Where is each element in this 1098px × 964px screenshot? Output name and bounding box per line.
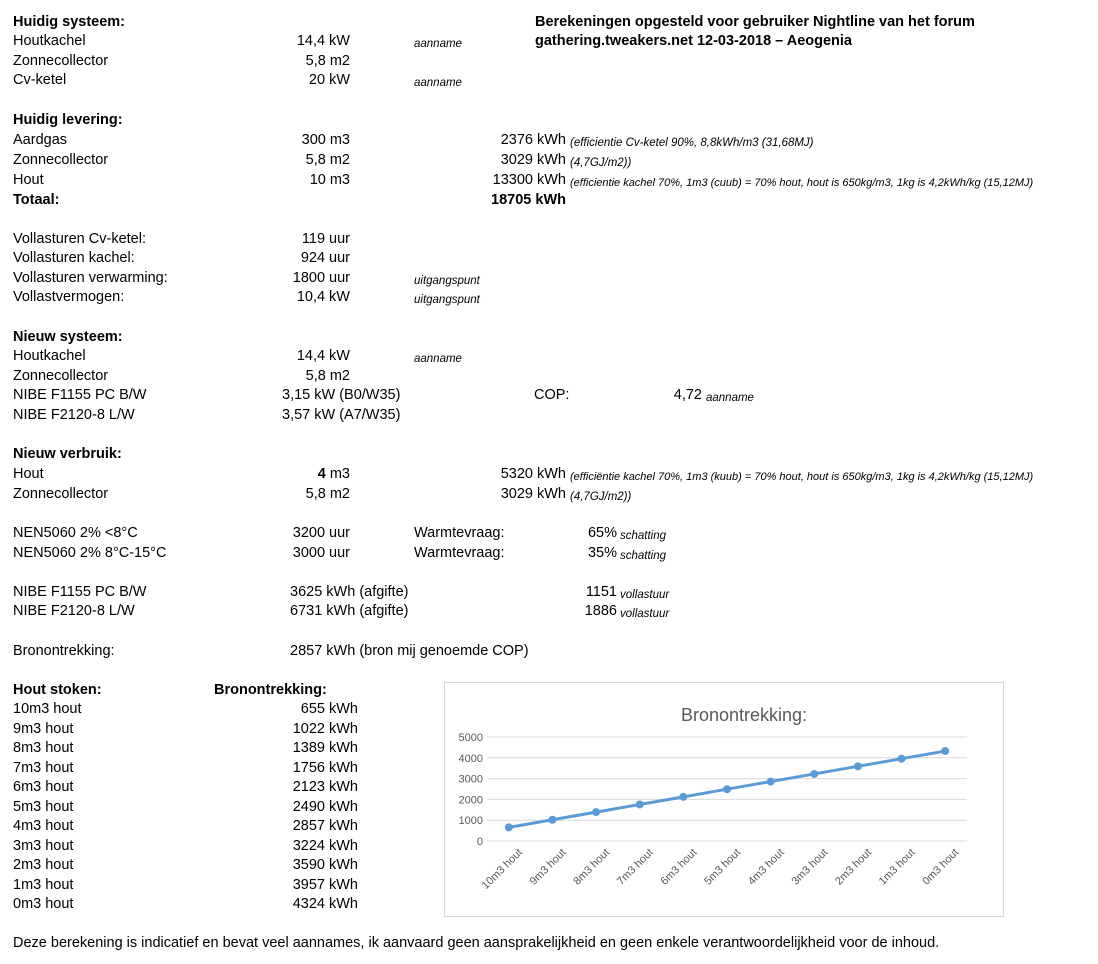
data-point	[592, 808, 600, 816]
header-line-2: gathering.tweakers.net 12-03-2018 – Aeogenia	[535, 33, 852, 49]
hout-row-value: 4324 kWh	[292, 896, 358, 912]
row-label: Zonnecollector	[13, 152, 109, 168]
cop-label: COP:	[534, 387, 570, 403]
data-point	[505, 823, 513, 831]
row-vraag: Warmtevraag:	[414, 525, 505, 541]
row-note: aanname	[414, 38, 462, 50]
row-note: (4,7GJ/m2))	[570, 157, 632, 169]
row-note: vollastuur	[620, 608, 670, 620]
y-tick-label: 1000	[458, 815, 483, 828]
hout-row-label: 10m3 hout	[13, 701, 82, 717]
row-label: Vollasturen verwarming:	[13, 270, 168, 286]
header-line-1: Berekeningen opgesteld voor gebruiker Nightline van het forum	[535, 14, 975, 30]
row-label: Aardgas	[13, 132, 68, 148]
row-label: Vollasturen kachel:	[13, 250, 135, 266]
hout-row-value: 1022 kWh	[292, 720, 358, 737]
row-kwh: 3029 kWh	[500, 486, 566, 502]
y-tick-label: 0	[476, 836, 483, 848]
row-label: Houtkachel	[13, 348, 86, 364]
data-point	[548, 816, 556, 824]
row-value: 14,4 kW	[296, 348, 350, 364]
data-point	[854, 762, 862, 770]
data-point	[636, 800, 644, 808]
disclaimer: Deze berekening is indicatief en bevat veel aannames, ik aanvaard geen aansprakelijkheid en geen enkele verantwoordelijkheid voor de inhoud.	[13, 935, 940, 951]
row-uren: 1151	[585, 584, 617, 600]
total-label: Totaal:	[13, 192, 60, 208]
row-value: 20 kW	[308, 72, 350, 88]
x-tick-label: 5m3 hout	[702, 846, 744, 888]
hout-row-label: 5m3 hout	[13, 798, 74, 815]
row-note: (efficientie Cv-ketel 90%, 8,8kWh/m3 (31,68MJ)	[570, 137, 814, 149]
section-title-nieuw-verbruik: Nieuw verbruik:	[13, 446, 122, 462]
row-value: 5,8 m2	[305, 53, 350, 69]
x-tick-label: 4m3 hout	[745, 846, 787, 888]
row-value: 10,4 kW	[296, 289, 350, 305]
row-value: 5,8 m2	[305, 368, 350, 384]
row-kwh: 5320 kWh	[500, 466, 566, 482]
data-point	[898, 755, 906, 763]
row-value: 3,57 kW (A7/W35)	[282, 407, 401, 423]
x-tick-label: 8m3 hout	[571, 846, 613, 888]
hout-value-bold: 4	[317, 466, 326, 482]
row-note: schatting	[620, 550, 667, 562]
row-value: 1800 uur	[292, 270, 350, 286]
row-value: 300 m3	[301, 132, 350, 148]
cop-note: aanname	[706, 392, 754, 404]
row-label: Cv-ketel	[13, 72, 67, 88]
row-kwh: 2376 kWh	[500, 132, 566, 148]
row-note: (efficientie kachel 70%, 1m3 (cuub) = 70% hout, hout is 650kg/m3, 1kg is 4,2kWh/kg (15,12MJ)	[570, 177, 1034, 189]
hout-row-label: 2m3 hout	[13, 857, 74, 873]
hout-row-label: 8m3 hout	[13, 740, 74, 756]
hout-table-col2-header: Bronontrekking:	[214, 682, 327, 698]
hout-row-value: 3224 kWh	[292, 837, 358, 854]
chart-bronontrekking	[444, 682, 1004, 917]
row-note: (4,7GJ/m2))	[570, 491, 632, 503]
hout-unit: m3	[329, 466, 350, 482]
hout-row-value: 1756 kWh	[292, 759, 358, 776]
row-label: Zonnecollector	[13, 53, 109, 69]
hout-row-value: 3957 kWh	[292, 876, 358, 893]
row-value: 10 m3	[309, 172, 350, 188]
bron-label: Bronontrekking:	[13, 643, 115, 659]
chart-svg	[445, 683, 1003, 916]
row-pct: 35%	[587, 545, 617, 561]
row-label: Vollastvermogen:	[13, 289, 125, 305]
row-label: NIBE F2120-8 L/W	[13, 407, 135, 423]
hout-row-label: 7m3 hout	[13, 759, 74, 776]
x-tick-label: 0m3 hout	[920, 846, 962, 888]
hout-row-value: 2490 kWh	[292, 798, 358, 815]
row-note: uitgangspunt	[414, 275, 480, 287]
x-tick-label: 3m3 hout	[789, 846, 831, 888]
row-label: NIBE F1155 PC B/W	[13, 584, 147, 600]
hout-row-label: 6m3 hout	[13, 779, 74, 795]
section-title-nieuw-systeem: Nieuw systeem:	[13, 329, 123, 345]
row-note: schatting	[620, 530, 667, 542]
row-value	[250, 466, 350, 483]
row-value: 119 uur	[301, 231, 350, 247]
hout-row-label: 3m3 hout	[13, 837, 74, 854]
row-label: NIBE F2120-8 L/W	[13, 603, 135, 619]
section-title-huidig-systeem: Huidig systeem:	[13, 14, 125, 30]
row-note: uitgangspunt	[414, 294, 480, 306]
row-note: (efficiëntie kachel 70%, 1m3 (kuub) = 70% hout, hout is 650kg/m3, 1kg is 4,2kWh/kg (15,12MJ)	[570, 471, 1034, 483]
row-value: 6731 kWh (afgifte)	[290, 603, 409, 619]
x-tick-label: 2m3 hout	[833, 846, 875, 888]
row-value: 5,8 m2	[305, 486, 350, 502]
x-tick-label: 1m3 hout	[876, 846, 918, 888]
hout-row-value: 2857 kWh	[292, 818, 358, 834]
data-point	[679, 793, 687, 801]
total-value: 18705 kWh	[491, 192, 566, 208]
row-label: Zonnecollector	[13, 368, 109, 384]
hout-row-value: 1389 kWh	[292, 740, 358, 756]
row-label: NEN5060 2% 8°C-15°C	[13, 545, 167, 561]
hout-row-label: 9m3 hout	[13, 720, 74, 737]
row-pct: 65%	[587, 525, 617, 541]
row-value: 924 uur	[300, 250, 350, 266]
y-tick-label: 3000	[458, 773, 483, 786]
x-tick-label: 9m3 hout	[527, 846, 569, 888]
row-label: Vollasturen Cv-ketel:	[13, 231, 146, 247]
hout-row-value: 2123 kWh	[292, 779, 358, 795]
row-value: 3200 uur	[292, 525, 350, 541]
row-uren: 1886	[584, 603, 617, 619]
row-label: Zonnecollector	[13, 486, 109, 502]
data-point	[767, 778, 775, 786]
row-value: 3625 kWh (afgifte)	[290, 584, 409, 600]
hout-row-value: 655 kWh	[300, 701, 358, 717]
data-point	[810, 770, 818, 778]
row-label: Hout	[13, 172, 44, 188]
hout-table-col1-header: Hout stoken:	[13, 682, 102, 698]
row-value: 5,8 m2	[305, 152, 350, 168]
x-tick-label: 7m3 hout	[614, 846, 656, 888]
chart-title: Bronontrekking:	[680, 705, 808, 725]
row-note: vollastuur	[620, 589, 670, 601]
row-label: NIBE F1155 PC B/W	[13, 387, 147, 403]
data-point	[723, 785, 731, 793]
y-tick-label: 2000	[458, 794, 483, 807]
data-point	[941, 747, 949, 755]
hout-row-label: 4m3 hout	[13, 818, 74, 834]
x-tick-label: 10m3 hout	[479, 846, 525, 892]
row-vraag: Warmtevraag:	[414, 545, 505, 561]
hout-row-value: 3590 kWh	[292, 857, 358, 873]
row-note: aanname	[414, 353, 462, 365]
cop-value: 4,72	[673, 387, 702, 403]
row-value: 3000 uur	[292, 545, 350, 561]
row-value: 14,4 kW	[296, 33, 350, 49]
bron-value: 2857 kWh (bron mij genoemde COP)	[290, 643, 529, 659]
row-label: NEN5060 2% <8°C	[13, 525, 138, 541]
section-title-huidig-levering: Huidig levering:	[13, 112, 123, 128]
row-label: Hout	[13, 466, 44, 482]
hout-row-label: 0m3 hout	[13, 896, 74, 912]
hout-row-label: 1m3 hout	[13, 876, 74, 893]
row-kwh: 13300 kWh	[492, 172, 566, 188]
x-tick-label: 6m3 hout	[658, 846, 700, 888]
row-kwh: 3029 kWh	[500, 152, 566, 168]
y-tick-label: 5000	[458, 732, 483, 744]
row-note: aanname	[414, 77, 462, 89]
y-tick-label: 4000	[458, 752, 483, 765]
row-label: Houtkachel	[13, 33, 86, 49]
row-value: 3,15 kW (B0/W35)	[282, 387, 401, 403]
